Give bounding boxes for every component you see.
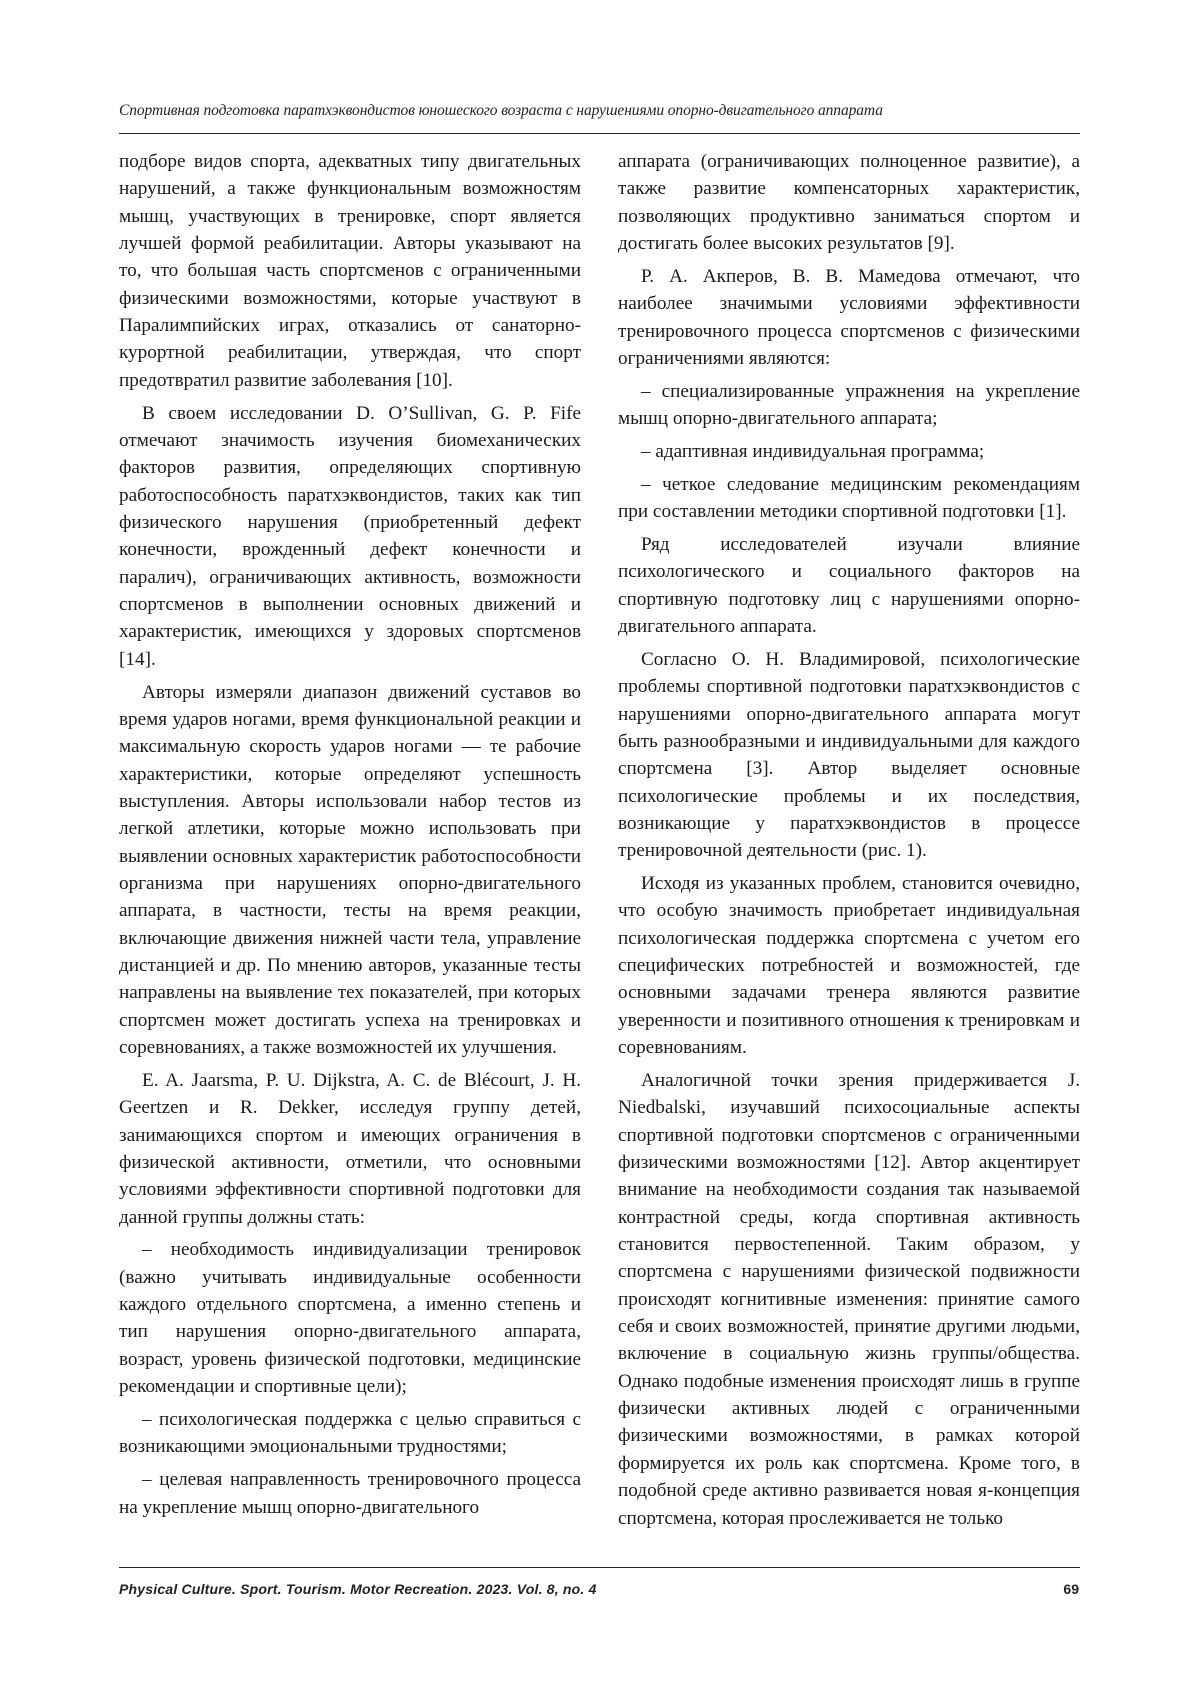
journal-citation: Physical Culture. Sport. Tourism. Motor Recreation. 2023. Vol. 8, no. 4	[119, 1581, 597, 1597]
list-item: – психологическая поддержка с целью справиться с возникающими эмоциональными трудностями;	[119, 1408, 581, 1458]
page-number: 69	[1063, 1581, 1079, 1597]
list-item: – необходимость индивидуализации тренировок (важно учитывать индивидуальные особенности каждого отдельного спортсмена, а именно степень и тип нарушения опорно-двигательного аппарата, возраст, уровень физической подготовки, медицинские рекомендации и спортивные цели);	[119, 1239, 581, 1398]
paragraph: подборе видов спорта, адекватных типу двигательных нарушений, а также функциональным возможностям мышц, участвующих в тренировке, спорт является лучшей формой реабилитации. Авторы указывают на то, что большая часть спортсменов с ограниченными физическими возможностями, которые участвуют в Паралимпийских играх, отказались от санаторно-курортной реабилитации, утверждая, что спорт предотвратил развитие заболевания [10].	[119, 151, 581, 391]
paragraph: Ряд исследователей изучали влияние психологического и социального факторов на спортивную подготовку лиц с нарушениями опорно-двигательного аппарата.	[618, 533, 1080, 637]
paragraph: Р. А. Акперов, В. В. Мамедова отмечают, что наиболее значимыми условиями эффективности тренировочного процесса спортсменов с физическими ограничениями являются:	[618, 265, 1080, 369]
list-item: – целевая направленность тренировочного процесса на укрепление мышц опорно-двигательного	[119, 1469, 581, 1518]
list-item: – специализированные упражнения на укрепление мышц опорно-двигательного аппарата;	[618, 380, 1080, 430]
paragraph: аппарата (ограничивающих полноценное развитие), а также развитие компенсаторных характеристик, позволяющих продуктивно заниматься спортом и достигать более высоких результатов [9].	[618, 151, 1080, 255]
paragraph: E. A. Jaarsma, P. U. Dijkstra, A. C. de Blécourt, J. H. Geertzen и R. Dekker, исследуя группу детей, занимающихся спортом и имеющих ограничения в физической активности, отметили, что основными условиями эффективности спортивной подготовки для данной группы должны стать:	[119, 1069, 581, 1228]
footer-rule	[119, 1567, 1080, 1568]
running-title: Спортивная подготовка паратхэквондистов юношеского возраста с нарушениями опорно-двигательного аппарата	[119, 102, 883, 119]
left-column	[119, 148, 581, 1526]
paragraph: Аналогичной точки зрения придерживается J. Niedbalski, изучавший психосоциальные аспекты спортивной подготовки спортсменов с ограниченными физическими возможностями [12]. Автор акцентирует внимание на необходимости создания так называемой контрастной среды, когда спортивная активность становится первостепенной. Таким образом, у спортсмена с нарушениями физической подвижности происходят когнитивные изменения: принятие самого себя и своих возможностей, принятие другими людьми, включение в социальную жизнь группы/общества. Однако подобные изменения происходят лишь в группе физически активных людей с ограниченными физическими возможностями, в рамках которой формируется их роль как спортсмена. Кроме того, в подобной среде активно развивается новая я-концепция спортсмена, которая прослеживается не только	[618, 1070, 1080, 1529]
paragraph: Исходя из указанных проблем, становится очевидно, что особую значимость приобретает индивидуальная психологическая поддержка спортсмена с учетом его специфических потребностей и возможностей, где основными задачами тренера являются развитие уверенности и позитивного отношения к тренировкам и соревнованиям.	[618, 873, 1080, 1059]
list-item: – адаптивная индивидуальная программа;	[641, 440, 985, 462]
paragraph: В своем исследовании D. O’Sullivan, G. P. Fife отмечают значимость изучения биомеханических факторов развития, определяющих спортивную работоспособность паратхэквондистов, таких как тип физического нарушения (приобретенный дефект конечности, врожденный дефект конечности и паралич), ограничивающих активность, возможности спортсменов в выполнении основных движений и характеристик, имеющихся у здоровых спортсменов [14].	[119, 402, 581, 670]
right-column	[618, 148, 1080, 1537]
paragraph: Согласно О. Н. Владимировой, психологические проблемы спортивной подготовки паратхэквондистов с нарушениями опорно-двигательного аппарата могут быть разнообразными и индивидуальными для каждого спортсмена [3]. Автор выделяет основные психологические проблемы и их последствия, возникающие у паратхэквондистов в процессе тренировочной деятельности (рис. 1).	[618, 648, 1080, 862]
list-item: – четкое следование медицинским рекомендациям при составлении методики спортивной подготовки [1].	[618, 473, 1080, 523]
header-rule	[119, 133, 1080, 134]
paragraph: Авторы измеряли диапазон движений суставов во время ударов ногами, время функциональной реакции и максимальную скорость ударов ногами — те рабочие характеристики, которые определяют успешность выступления. Авторы использовали набор тестов из легкой атлетики, которые можно использовать при выявлении основных характеристик работоспособности организма при нарушениях опорно-двигательного аппарата, в частности, тесты на время реакции, включающие движения нижней части тела, управление дистанцией и др. По мнению авторов, указанные тесты направлены на выявление тех показателей, при которых спортсмен может достигать успеха на тренировках и соревнованиях, а также возможностей их улучшения.	[119, 681, 581, 1058]
